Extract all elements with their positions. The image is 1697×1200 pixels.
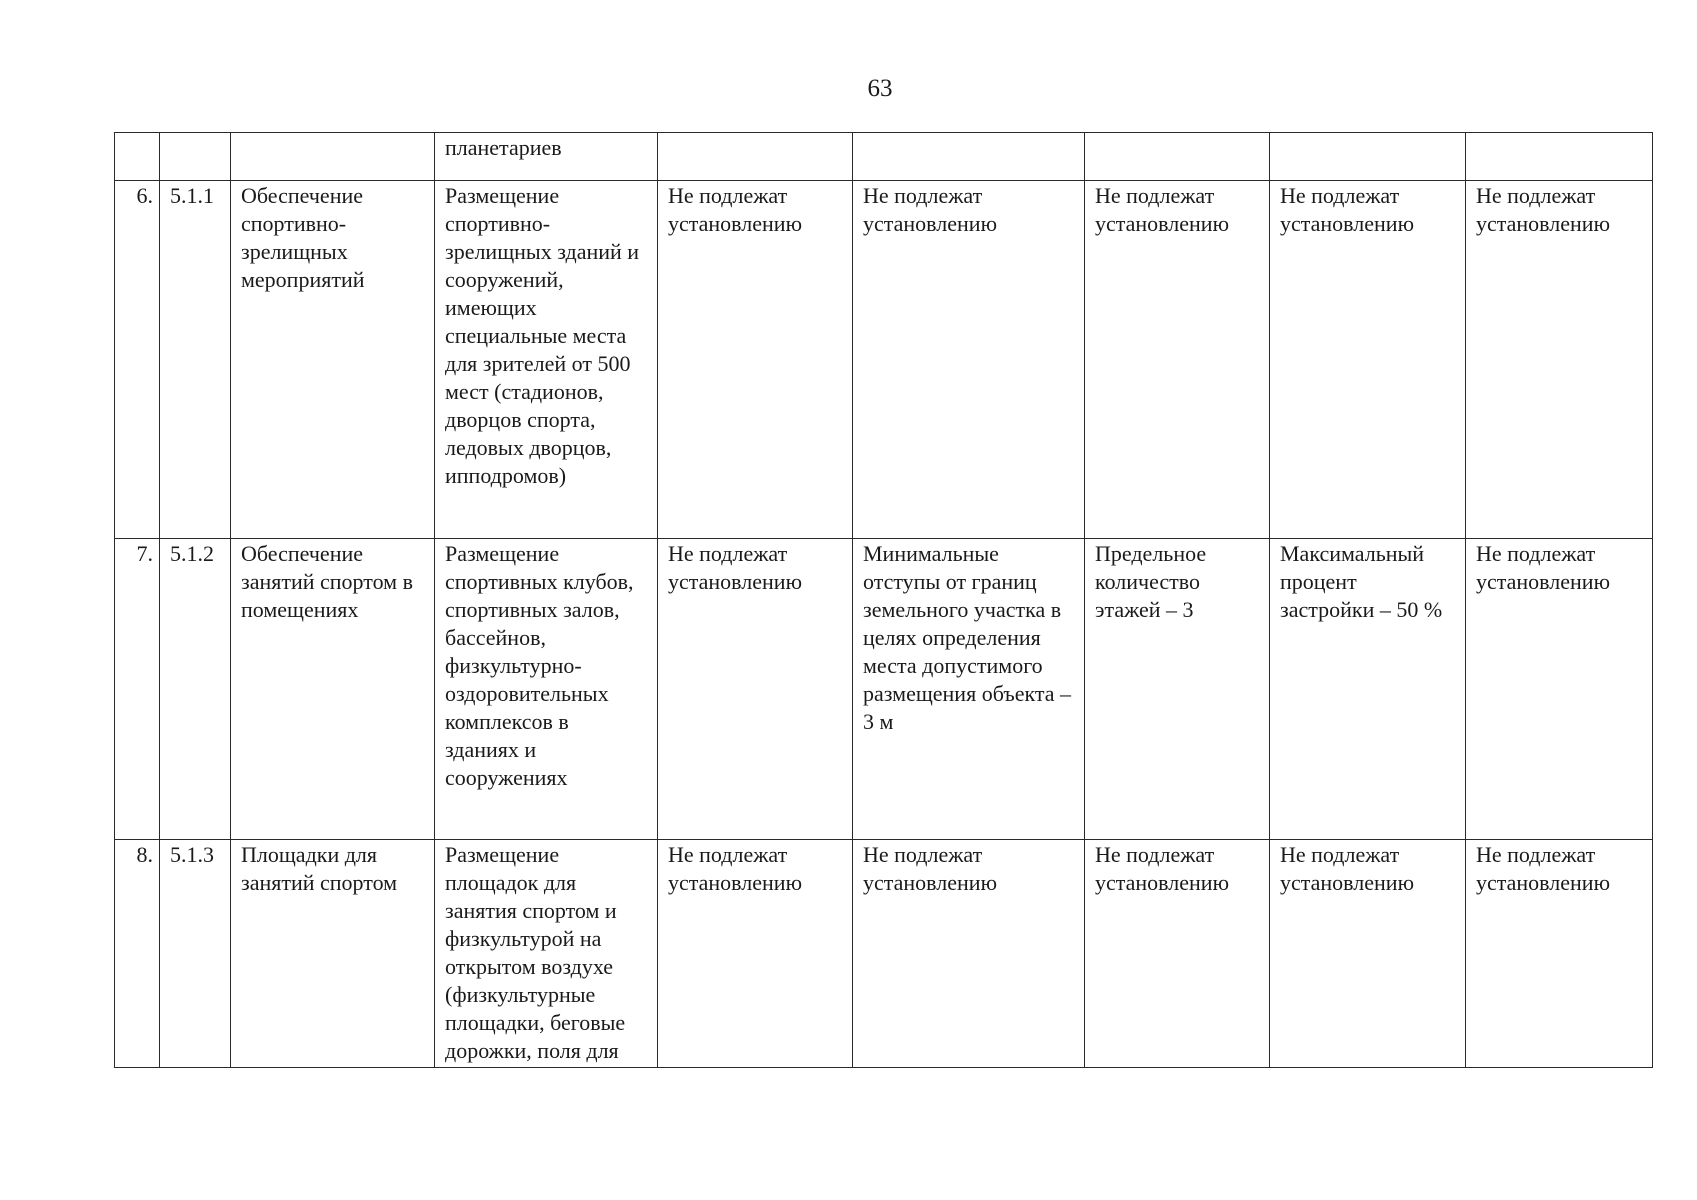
parameter-cell: Не подлежат установлению — [1466, 181, 1653, 539]
land-use-name: Обеспечение спортивно-зрелищных мероприятий — [231, 181, 435, 539]
row-number: 8. — [115, 840, 160, 1068]
parameter-cell — [853, 133, 1085, 181]
land-use-name — [231, 133, 435, 181]
land-use-name: Обеспечение занятий спортом в помещениях — [231, 539, 435, 840]
row-number — [115, 133, 160, 181]
parameter-cell: Не подлежат установлению — [1270, 181, 1466, 539]
parameter-cell: Не подлежат установлению — [1466, 539, 1653, 840]
land-use-description: Размещение спортивных клубов, спортивных залов, бассейнов, физкультурно-оздоровительных комплексов в зданиях и сооружениях — [435, 539, 658, 840]
land-use-description: Размещение спортивно-зрелищных зданий и сооружений, имеющих специальные места для зрителей от 500 мест (стадионов, дворцов спорта, ледовых дворцов, ипподромов) — [435, 181, 658, 539]
parameter-cell: Предельное количество этажей – 3 — [1085, 539, 1270, 840]
table-row-continuation — [115, 133, 1653, 181]
parameter-cell: Не подлежат установлению — [1085, 181, 1270, 539]
table-row — [115, 539, 1653, 840]
table-row — [115, 840, 1653, 1068]
parameter-cell — [1466, 133, 1653, 181]
parameter-cell: Не подлежат установлению — [1466, 840, 1653, 1068]
land-use-code — [160, 133, 231, 181]
parameter-cell: Не подлежат установлению — [853, 181, 1085, 539]
parameter-cell: Не подлежат установлению — [658, 539, 853, 840]
land-use-code: 5.1.2 — [160, 539, 231, 840]
parameter-cell — [1270, 133, 1466, 181]
zoning-regulations-table — [114, 132, 1653, 1068]
parameter-cell — [1085, 133, 1270, 181]
row-number: 6. — [115, 181, 160, 539]
parameter-cell: Не подлежат установлению — [1085, 840, 1270, 1068]
land-use-code: 5.1.1 — [160, 181, 231, 539]
parameter-cell: Минимальные отступы от границ земельного участка в целях определения места допустимого размещения объекта – 3 м — [853, 539, 1085, 840]
parameter-cell: Максимальный процент застройки – 50 % — [1270, 539, 1466, 840]
parameter-cell — [658, 133, 853, 181]
parameter-cell: Не подлежат установлению — [658, 181, 853, 539]
land-use-description: планетариев — [435, 133, 658, 181]
table-row — [115, 181, 1653, 539]
land-use-description: Размещение площадок для занятия спортом и физкультурой на открытом воздухе (физкультурные площадки, беговые дорожки, поля для — [435, 840, 658, 1068]
page-number: 63 — [867, 75, 893, 102]
row-number: 7. — [115, 539, 160, 840]
parameter-cell: Не подлежат установлению — [853, 840, 1085, 1068]
land-use-name: Площадки для занятий спортом — [231, 840, 435, 1068]
parameter-cell: Не подлежат установлению — [658, 840, 853, 1068]
parameter-cell: Не подлежат установлению — [1270, 840, 1466, 1068]
land-use-code: 5.1.3 — [160, 840, 231, 1068]
